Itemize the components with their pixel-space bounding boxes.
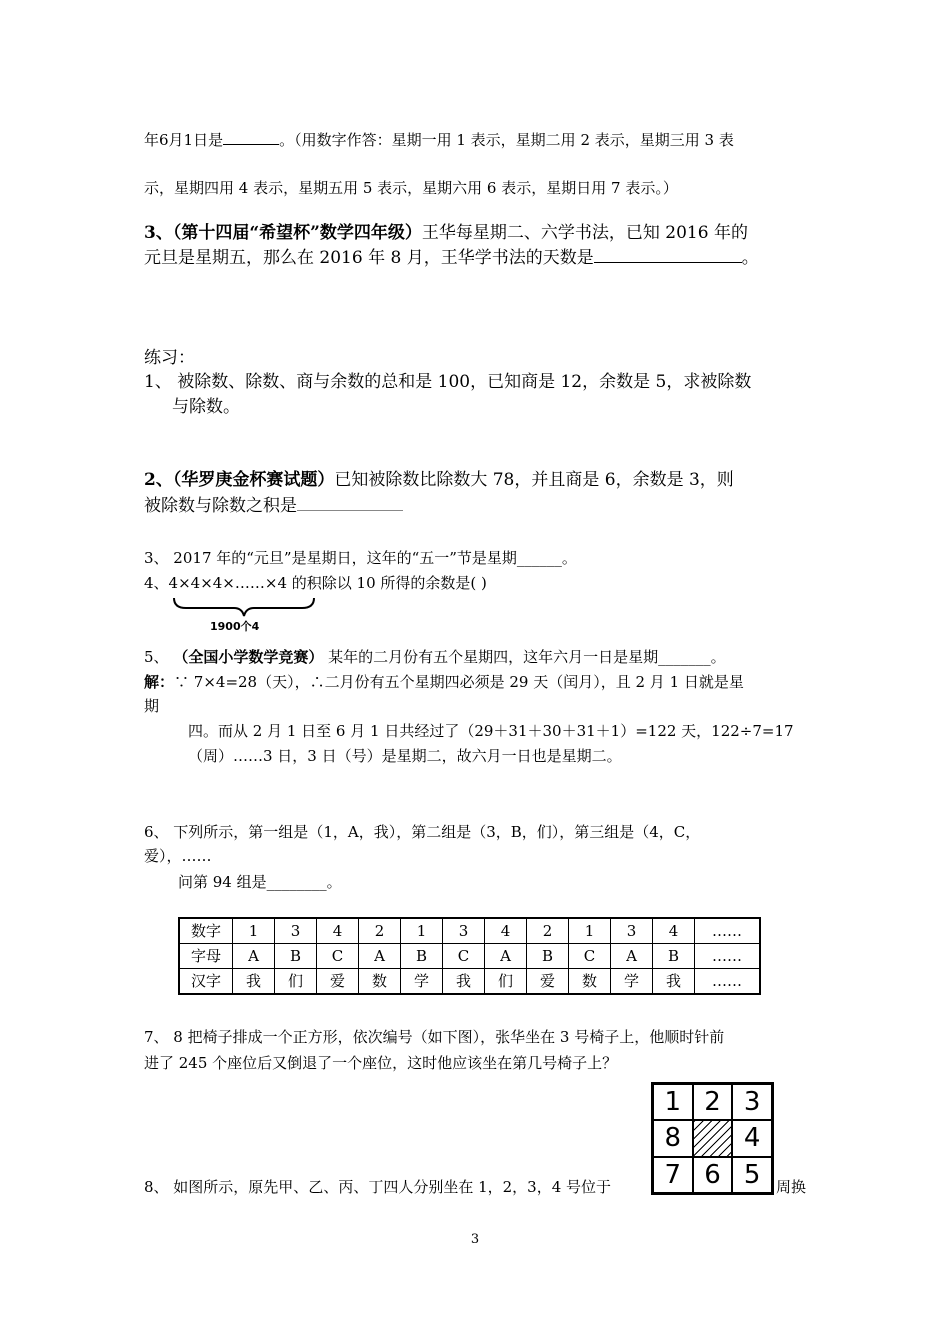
chair-cell: 2 [693, 1084, 733, 1120]
exercise-7-line-2: 进了 245 个座位后又倒退了一个座位，这时他应该坐在第几号椅子上？ [144, 1054, 618, 1072]
chair-cell: 5 [732, 1157, 772, 1193]
exercise-8-line-1: 8、 如图所示，原先甲、乙、丙、丁四人分别坐在 1，2，3，4 号位于 [144, 1178, 612, 1196]
exercise-6-line-2: 爱），…… [144, 847, 212, 865]
blank [223, 130, 279, 145]
line-1: 年6月1日是 。（用数字作答：星期一用 1 表示，星期二用 2 表示，星期三用 3 表 [144, 131, 734, 149]
solution-line-4: （周）……3 日，3 日（号）是星期二，故六月一日也是星期二。 [188, 747, 622, 765]
exercise-1-line-2: 与除数。 [172, 397, 240, 417]
exercise-2-line-2: 被除数与除数之积是 [144, 494, 403, 518]
table-row: 字母 A B C A B C A B C A B …… [179, 944, 760, 969]
exercise-3: 3、 2017 年的“元旦”是星期日，这年的“五一”节是星期______。 [144, 549, 577, 567]
blank [297, 496, 403, 511]
chair-cell: 6 [693, 1157, 733, 1193]
table-row: 汉字 我 们 爱 数 学 我 们 爱 数 学 我 …… [179, 969, 760, 995]
table-row: 数字 1 3 4 2 1 3 4 2 1 3 4 …… [179, 918, 760, 944]
exercise-5: 5、 （全国小学数学竞赛） 某年的二月份有五个星期四，这年六月一日是星期_______。 [144, 648, 726, 666]
chair-cell: 3 [732, 1084, 772, 1120]
line-2: 示，星期四用 4 表示，星期五用 5 表示，星期六用 6 表示，星期日用 7 表示。） [144, 179, 678, 197]
sequence-table [178, 917, 761, 995]
chair-cell: 8 [653, 1120, 693, 1156]
solution-line-2: 期 [144, 697, 160, 715]
blank [594, 246, 742, 263]
chair-cell: 1 [653, 1084, 693, 1120]
problem-3-line-1: 3、（第十四届“希望杯”数学四年级）王华每星期二、六学书法，已知 2016 年的 [144, 223, 748, 243]
brace-annotation [172, 596, 318, 636]
exercise-2-line-1: 2、（华罗庚金杯赛试题）已知被除数比除数大 78，并且商是 6，余数是 3，则 [144, 470, 734, 490]
exercise-6-line-3: 问第 94 组是________。 [178, 873, 342, 891]
chair-grid [651, 1082, 774, 1195]
chair-cell: 7 [653, 1157, 693, 1193]
exercise-7-line-1: 7、 8 把椅子排成一个正方形，依次编号（如下图），张华坐在 3 号椅子上，他顺时针前 [144, 1028, 725, 1046]
solution-line-3: 四。而从 2 月 1 日至 6 月 1 日共经过了（29＋31＋30＋31＋1）=122 天，122÷7=17 [188, 722, 794, 740]
exercise-6-line-1: 6、 下列所示，第一组是（1，A，我），第二组是（3，B，们），第三组是（4，C， [144, 823, 701, 841]
exercise-1-line-1: 1、 被除数、除数、商与余数的总和是 100，已知商是 12，余数是 5，求被除数 [144, 372, 752, 392]
problem-3-line-2: 元旦是星期五，那么在 2016 年 8 月，王华学书法的天数是 。 [144, 248, 759, 268]
exercise-8-line-1-end: 周换 [776, 1178, 807, 1196]
exercise-4: 4、4×4×4×……×4 的积除以 10 所得的余数是( ) [144, 574, 487, 592]
practice-heading: 练习： [144, 348, 195, 368]
brace-label: 1900个4 [210, 620, 260, 633]
page-number: 3 [470, 1232, 480, 1247]
chair-cell: 4 [732, 1120, 772, 1156]
solution-line-1: 解：∵ 7×4=28（天），∴二月份有五个星期四必须是 29 天（闰月），且 2 月 1 日就是星 [144, 673, 744, 691]
hatched-center [693, 1120, 733, 1156]
